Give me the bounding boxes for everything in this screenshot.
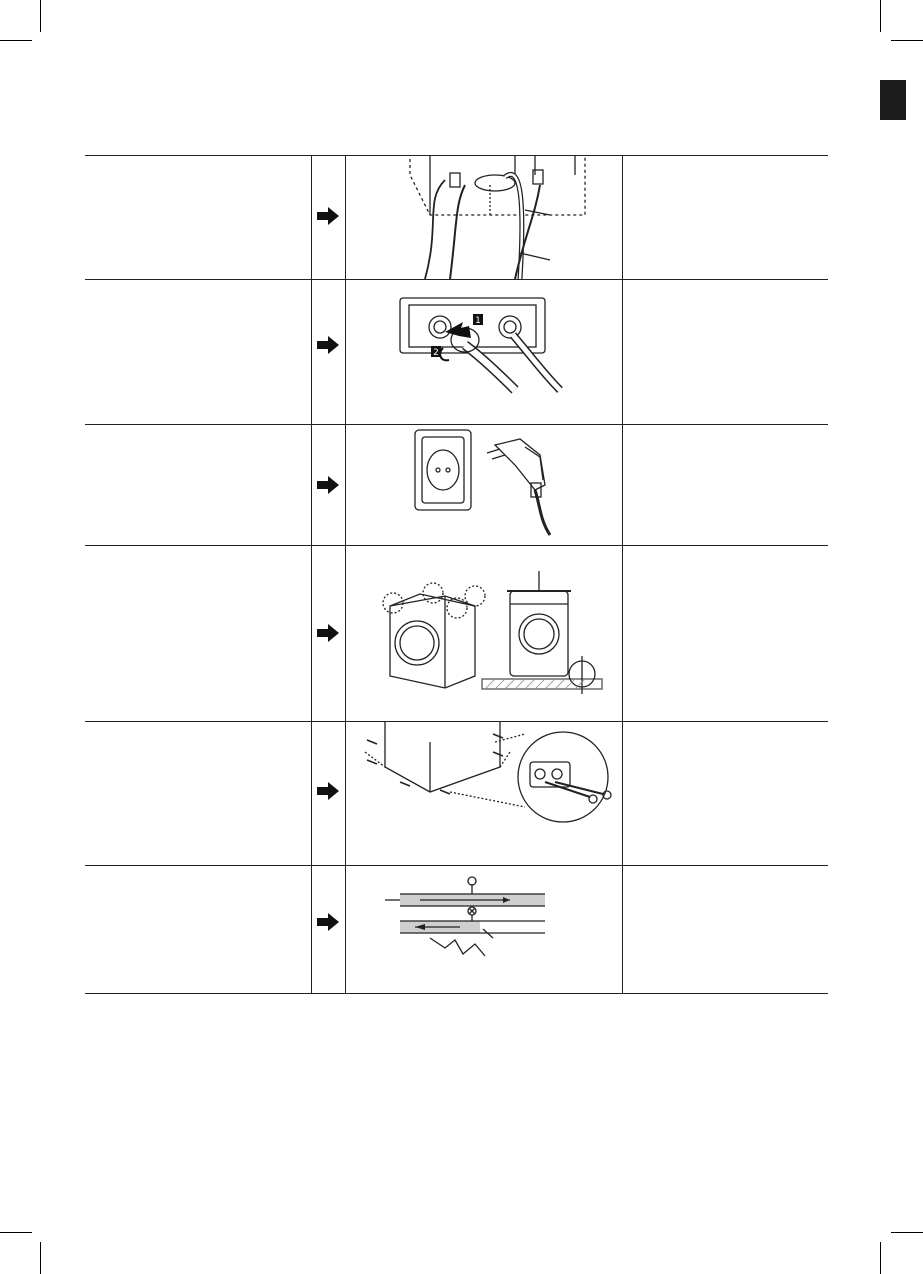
step-text-cell	[85, 280, 311, 424]
crop-mark	[0, 1232, 32, 1233]
inlet-step-2-label: 2	[433, 348, 439, 358]
hose-kink-check-illustration	[345, 866, 623, 993]
step-arrow-cell	[311, 546, 346, 721]
power-plug-socket-illustration	[345, 425, 623, 545]
step-arrow-cell	[311, 280, 346, 424]
step-arrow-cell	[311, 866, 346, 993]
step-row	[85, 866, 828, 993]
step-text-cell	[85, 866, 311, 993]
step-arrow-cell	[311, 722, 346, 865]
step-row	[85, 546, 828, 721]
right-arrow-icon	[317, 336, 339, 354]
right-arrow-icon	[317, 913, 339, 931]
section-tab-marker	[880, 80, 906, 120]
step-row	[85, 155, 828, 279]
crop-mark	[0, 40, 32, 41]
step-note-cell	[623, 722, 828, 865]
step-arrow-cell	[311, 425, 346, 545]
right-arrow-icon	[317, 476, 339, 494]
crop-mark	[40, 0, 41, 32]
inlet-step-1-label: 1	[475, 316, 481, 326]
inlet-valve-connection-illustration	[345, 280, 623, 424]
step-note-cell	[623, 866, 828, 993]
step-text-cell	[85, 722, 311, 865]
crop-mark	[880, 0, 881, 32]
machine-levelling-illustration	[345, 546, 623, 721]
step-text-cell	[85, 425, 311, 545]
crop-mark	[891, 1232, 923, 1233]
step-note-cell	[623, 280, 828, 424]
crop-mark	[40, 1242, 41, 1274]
row-divider	[85, 993, 828, 994]
right-arrow-icon	[317, 207, 339, 225]
step-row	[85, 722, 828, 865]
step-text-cell	[85, 155, 311, 279]
crop-mark	[880, 1242, 881, 1274]
crop-mark	[891, 40, 923, 41]
step-note-cell	[623, 155, 828, 279]
step-arrow-cell	[311, 155, 346, 279]
step-row	[85, 425, 828, 545]
right-arrow-icon	[317, 624, 339, 642]
step-text-cell	[85, 546, 311, 721]
step-note-cell	[623, 546, 828, 721]
transit-bolts-removal-illustration	[345, 722, 623, 865]
right-arrow-icon	[317, 782, 339, 800]
step-note-cell	[623, 425, 828, 545]
step-row	[85, 280, 828, 424]
hose-connection-illustration	[345, 155, 623, 279]
